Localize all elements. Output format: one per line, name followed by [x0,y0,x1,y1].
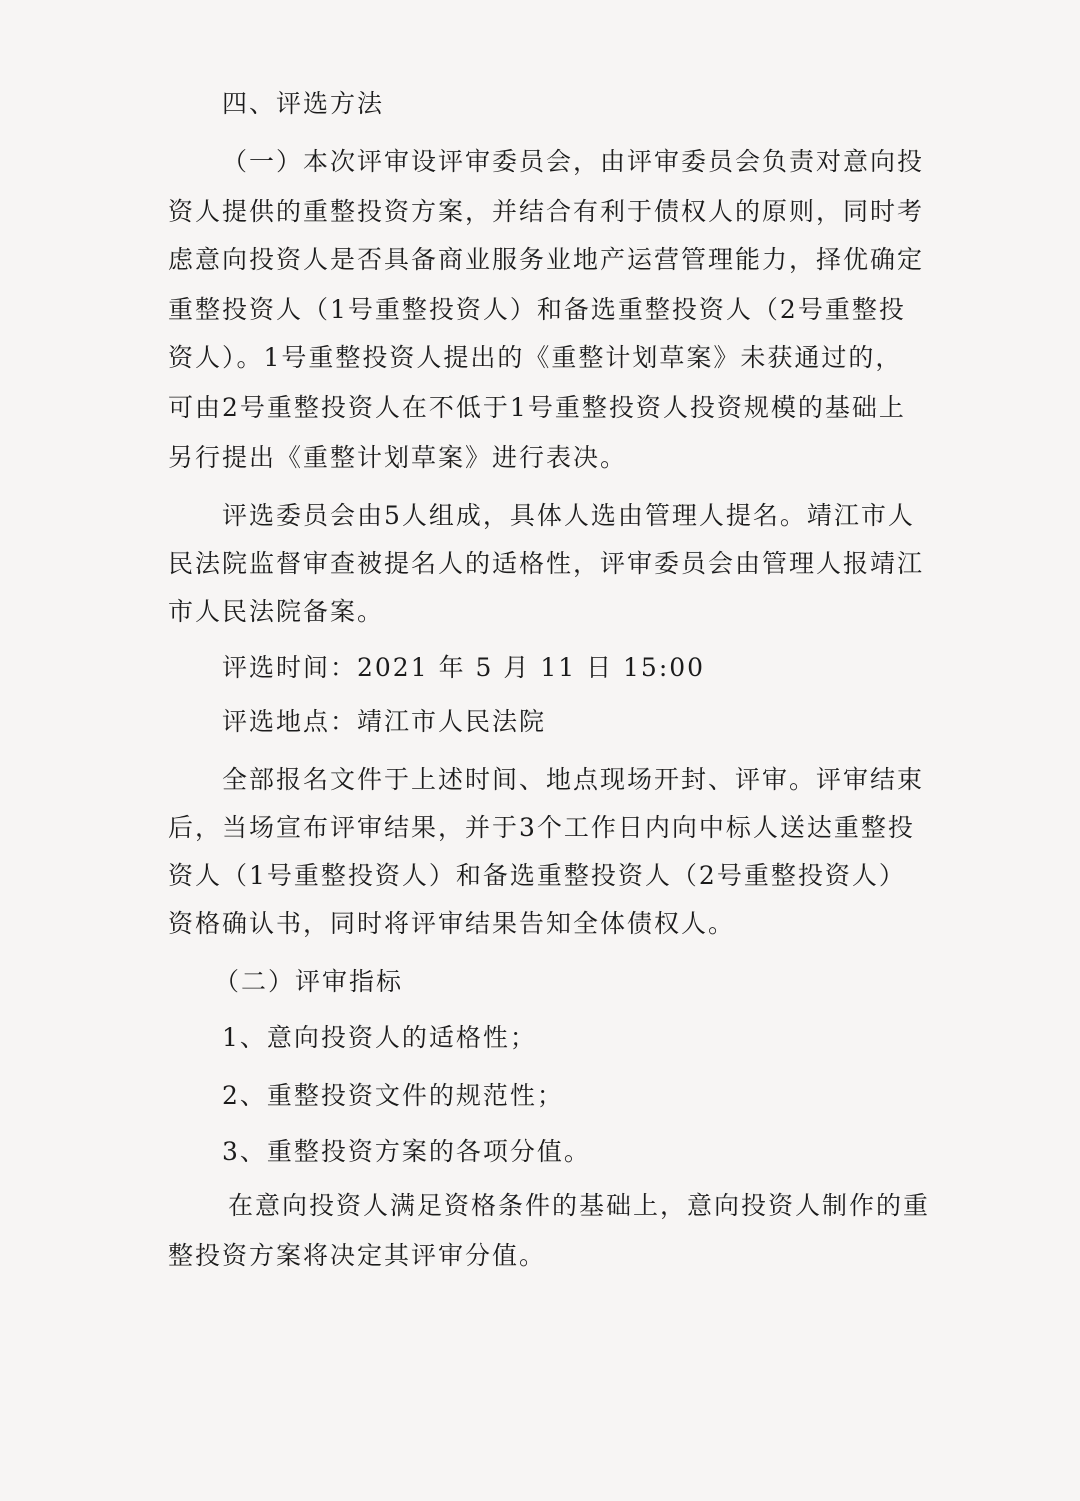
time-line: 评选时间：2021 年 5 月 11 日 15:00 [222,653,706,682]
paragraph-line: 另行提出《重整计划草案》进行表决。 [168,443,628,472]
list-item: 1、意向投资人的适格性； [222,1023,537,1052]
paragraph-line: 市人民法院备案。 [168,597,385,626]
paragraph-line: 重整投资人（1号重整投资人）和备选重整投资人（2号重整投 [168,295,906,324]
paragraph-line: 评选委员会由5人组成，具体人选由管理人提名。靖江市人 [222,501,915,530]
place-line: 评选地点：靖江市人民法院 [222,707,547,736]
paragraph-line: 民法院监督审查被提名人的适格性，评审委员会由管理人报靖江 [168,549,925,578]
list-item: 3、重整投资方案的各项分值。 [222,1137,591,1166]
paragraph-line: 后，当场宣布评审结果，并于3个工作日内向中标人送达重整投 [168,813,915,842]
paragraph-line: 虑意向投资人是否具备商业服务业地产运营管理能力，择优确定 [168,245,925,274]
paragraph-line: 可由2号重整投资人在不低于1号重整投资人投资规模的基础上 [168,393,906,422]
paragraph-line: 在意向投资人满足资格条件的基础上，意向投资人制作的重 [228,1191,931,1220]
paragraph-line: 整投资方案将决定其评审分值。 [168,1241,547,1270]
paragraph-line: 全部报名文件于上述时间、地点现场开封、评审。评审结束 [222,765,925,794]
paragraph-line: 资人）。1号重整投资人提出的《重整计划草案》未获通过的， [168,343,903,372]
list-item: 2、重整投资文件的规范性； [222,1081,564,1110]
paragraph-line: 资格确认书，同时将评审结果告知全体债权人。 [168,909,736,938]
sub-heading: （二）评审指标 [214,967,404,996]
paragraph-line: 资人（1号重整投资人）和备选重整投资人（2号重整投资人） [168,861,906,890]
paragraph-line: （一）本次评审设评审委员会，由评审委员会负责对意向投 [222,147,925,176]
section-heading: 四、评选方法 [222,89,385,118]
paragraph-line: 资人提供的重整投资方案，并结合有利于债权人的原则，同时考 [168,197,925,226]
